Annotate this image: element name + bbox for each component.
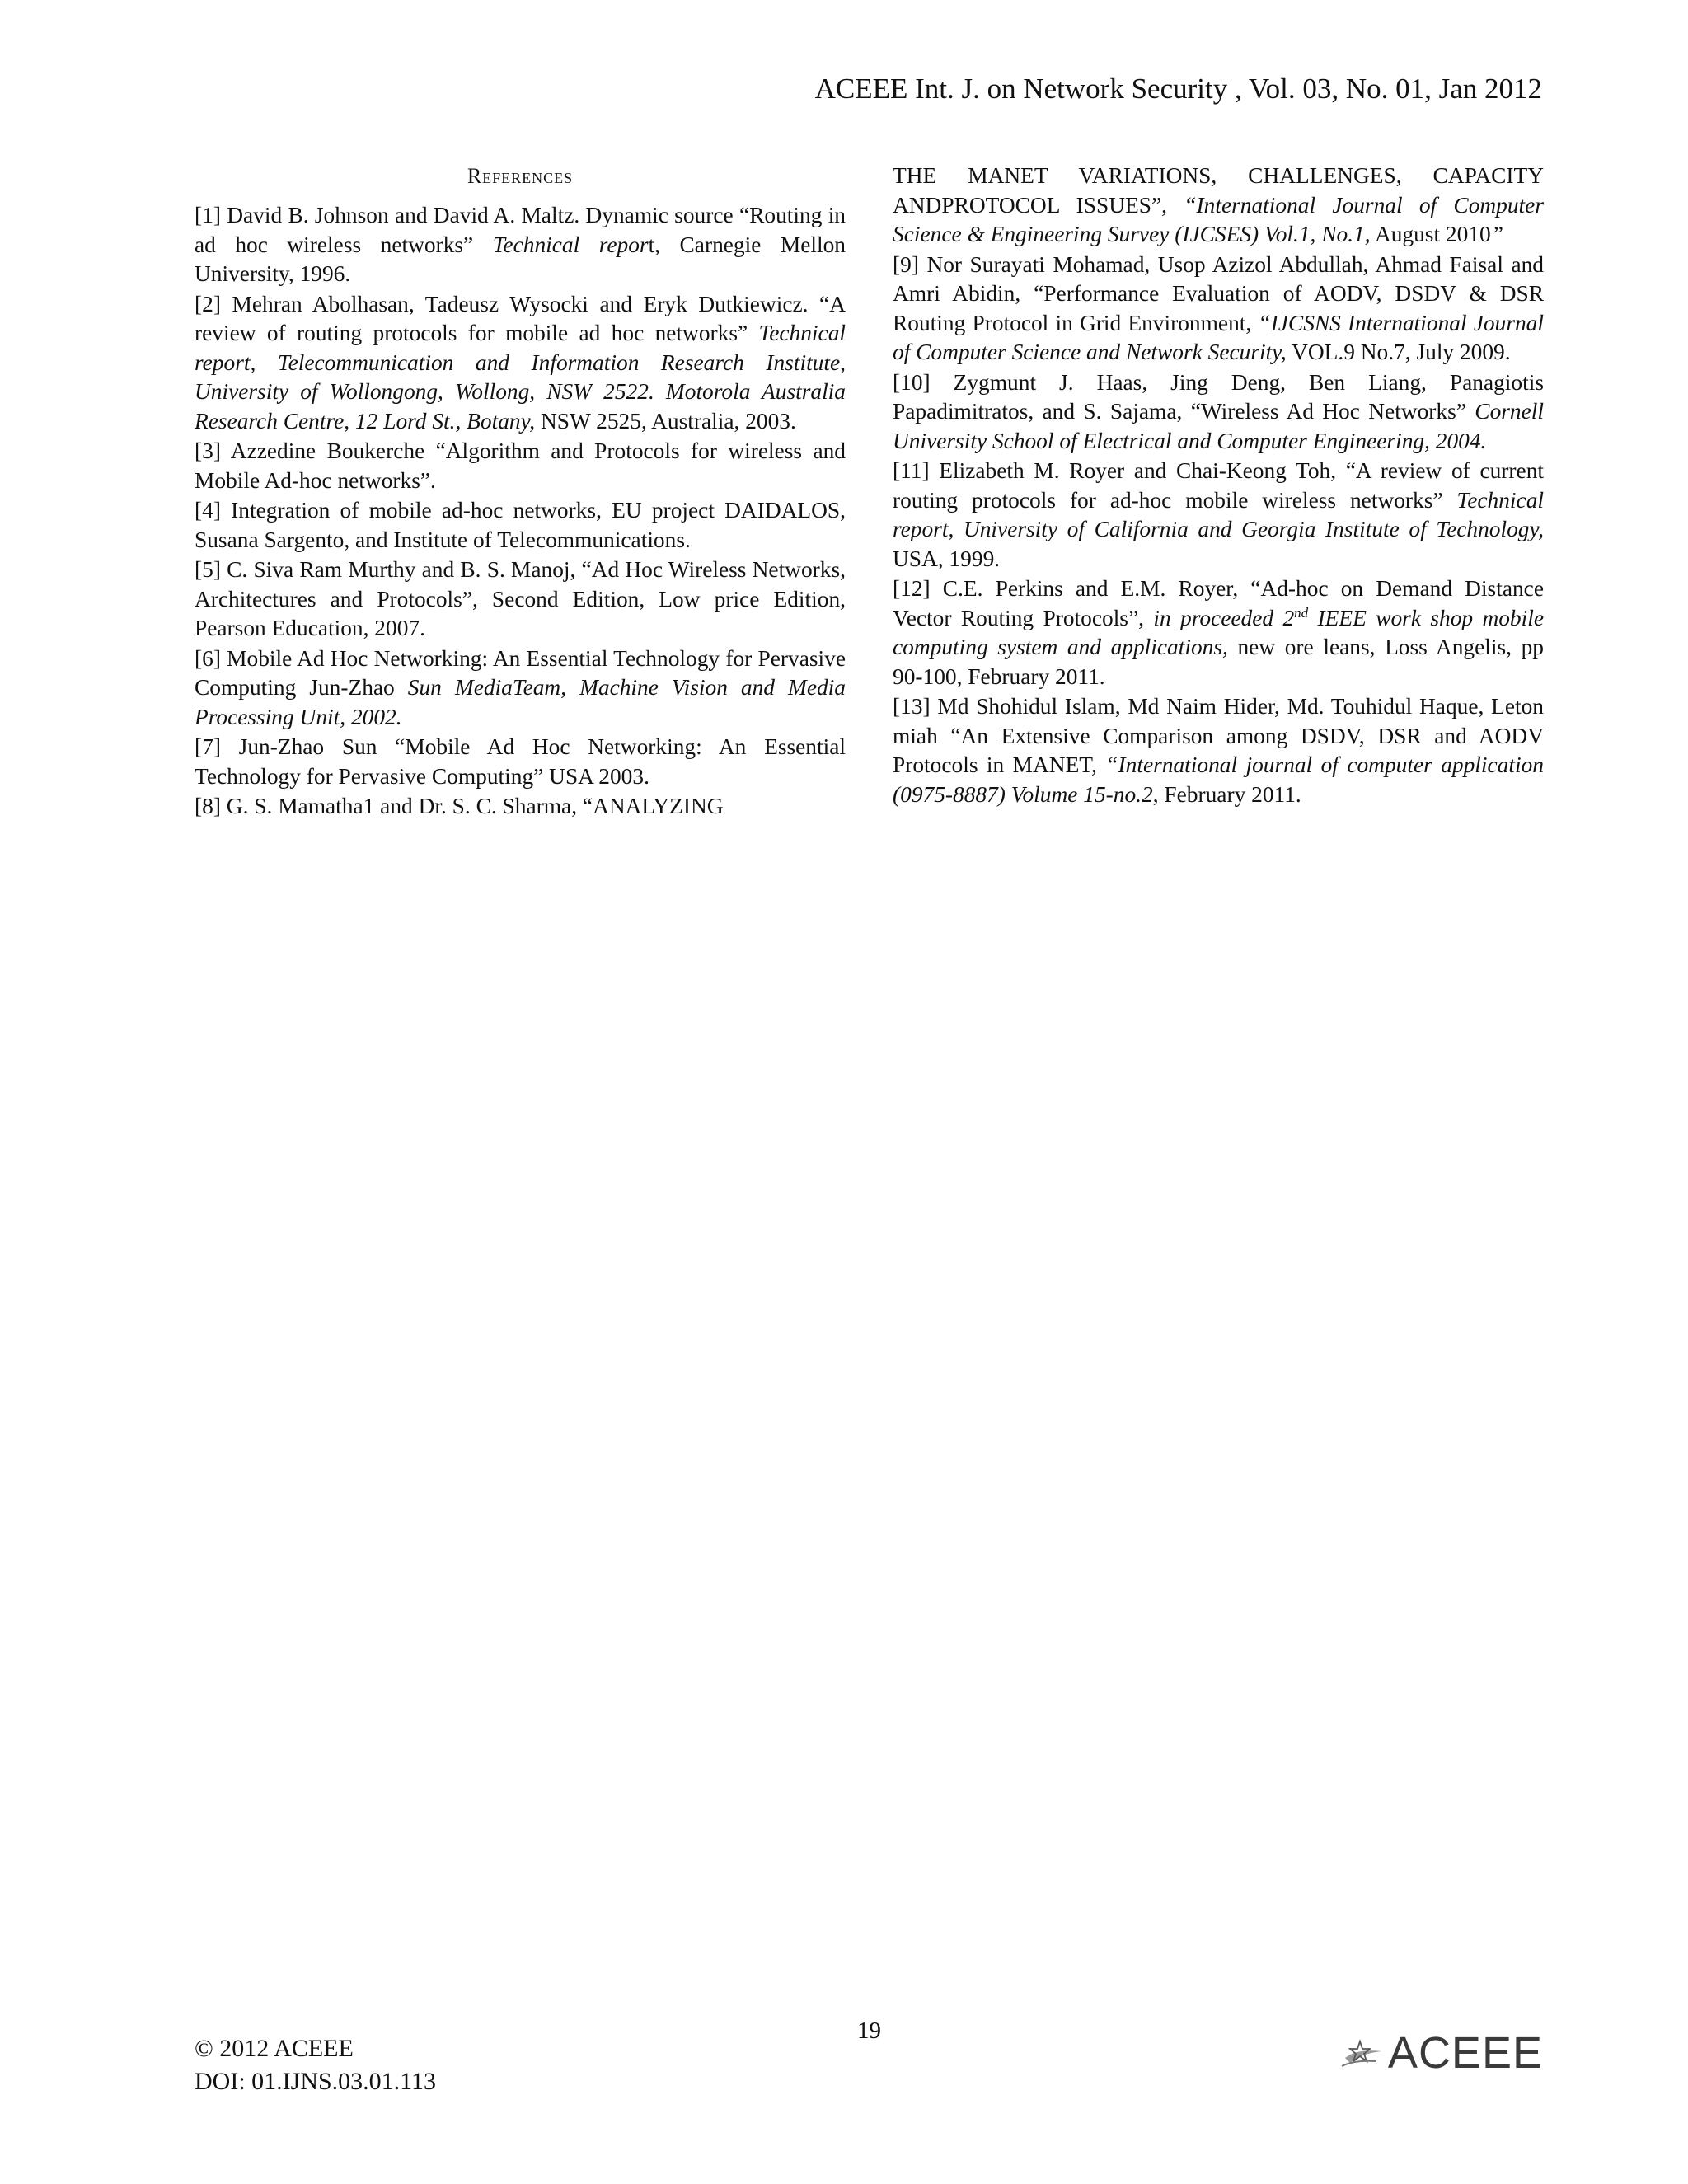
- reference-text: “IJCSNS International Journal of Computer Science and Network Security,: [893, 310, 1544, 364]
- reference-text: [4] Integration of mobile ad-hoc networks, EU project DAIDALOS, Susana Sargento, and Institute of Telecommunications.: [195, 498, 846, 552]
- reference-text: [2] Mehran Abolhasan, Tadeusz Wysocki and Eryk Dutkiewicz. “A review of routing protocols for mobile ad hoc networks”: [195, 291, 846, 345]
- reference-entry: [893, 368, 1544, 457]
- reference-text: THE MANET VARIATIONS, CHALLENGES, CAPACITY ANDPROTOCOL ISSUES”,: [893, 163, 1544, 218]
- reference-text: August 2010: [1370, 222, 1491, 246]
- reference-text: Technical repor: [492, 232, 649, 257]
- reference-entry: [195, 496, 846, 555]
- journal-header: ACEEE Int. J. on Network Security , Vol. 03, No. 01, Jan 2012: [814, 73, 1542, 105]
- page-number: 19: [857, 2018, 881, 2044]
- reference-entry: [195, 290, 846, 437]
- reference-entry: [195, 644, 846, 733]
- logo-text: ACEEE: [1387, 2028, 1543, 2078]
- reference-entry: [195, 437, 846, 495]
- reference-text: [7] Jun-Zhao Sun “Mobile Ad Hoc Networking: An Essential Technology for Pervasive Computing” USA 2003.: [195, 734, 846, 789]
- copyright-notice: © 2012 ACEEE: [195, 2035, 354, 2062]
- reference-text: “International journal of computer application (0975-8887) Volume 15-no.2: [893, 752, 1544, 807]
- star-swoosh-icon: [1340, 2033, 1385, 2073]
- reference-entry: [195, 792, 846, 822]
- reference-text: [13] Md Shohidul Islam, Md Naim Hider, Md. Touhidul Haque, Leton miah “An Extensive Comparison among DSDV, DSR and AODV Protocols in MANET,: [893, 694, 1544, 777]
- reference-entry: [893, 574, 1544, 691]
- reference-text: VOL.9 No.7, July 2009.: [1286, 340, 1511, 364]
- reference-text: Sun MediaTeam, Machine Vision and Media Processing Unit, 2002.: [195, 675, 846, 729]
- reference-text: University of Wollongong, Wollong, NSW 2522. Motorola Australia Research Centre, 12 Lord St., Botany,: [195, 379, 846, 434]
- reference-text: ”: [1490, 222, 1503, 246]
- reference-text: [5] C. Siva Ram Murthy and B. S. Manoj, “Ad Hoc Wireless Networks, Architectures and Protocols”, Second Edition, Low price Edition, Pearson Education, 2007.: [195, 557, 846, 640]
- reference-text: Cornell University School of Electrical and Computer Engineering, 2004.: [893, 399, 1544, 453]
- reference-text: ,: [840, 349, 846, 375]
- reference-entry: [893, 251, 1544, 368]
- reference-text: Technical report, Telecommunication and Information Research Institute: [195, 321, 846, 375]
- reference-text: [9] Nor Surayati Mohamad, Usop Azizol Abdullah, Ahmad Faisal and Amri Abidin, “Performance Evaluation of AODV, DSDV & DSR Routing Protocol in Grid Environment,: [893, 251, 1544, 335]
- reference-text: [10] Zygmunt J. Haas, Jing Deng, Ben Liang, Panagiotis Papadimitratos, and S. Sajama, “Wireless Ad Hoc Networks”: [893, 369, 1544, 424]
- reference-text: new ore leans, Loss Angelis, pp 90-100, February 2011.: [893, 635, 1544, 689]
- reference-text: nd: [1294, 604, 1309, 621]
- aceee-logo: [1340, 2029, 1543, 2077]
- reference-list-right: [893, 162, 1544, 809]
- reference-text: , February 2011.: [1152, 781, 1301, 807]
- reference-text: in proceeded 2: [1153, 605, 1295, 630]
- reference-text: NSW 2525, Australia, 2003.: [535, 408, 796, 434]
- reference-text: t, Carnegie Mellon University, 1996.: [195, 232, 846, 286]
- reference-text: “International Journal of Computer Science & Engineering Survey (IJCSES) Vol.1, No.1,: [893, 192, 1544, 246]
- reference-entry: [893, 692, 1544, 809]
- reference-entry: [893, 457, 1544, 574]
- reference-text: USA, 1999.: [893, 546, 1001, 571]
- reference-list-left: [195, 201, 846, 822]
- reference-text: [11] Elizabeth M. Royer and Chai-Keong Toh, “A review of current routing protocols for ad-hoc mobile wireless networks”: [893, 458, 1544, 513]
- reference-text: [12] C.E. Perkins and E.M. Royer, “Ad-hoc on Demand Distance Vector Routing Protocols”,: [893, 576, 1544, 630]
- footer-info: [195, 2032, 436, 2098]
- doi-line: DOI: 01.IJNS.03.01.113: [195, 2068, 437, 2095]
- reference-entry: [893, 162, 1544, 250]
- reference-text: Technical report, University of California and Georgia Institute of Technology,: [893, 487, 1544, 541]
- reference-text: [6] Mobile Ad Hoc Networking: An Essential Technology for Pervasive Computing Jun-Zhao: [195, 645, 846, 700]
- references-right-column: [893, 162, 1544, 810]
- reference-text: [1] David B. Johnson and David A. Maltz. Dynamic source “Routing in ad hoc wireless networks”: [195, 203, 846, 257]
- references-heading: References: [467, 164, 574, 188]
- reference-entry: [195, 201, 846, 289]
- reference-text: IEEE work shop mobile computing system and applications,: [893, 605, 1545, 659]
- reference-entry: [195, 733, 846, 791]
- references-left-column: [195, 162, 846, 823]
- reference-entry: [195, 555, 846, 644]
- reference-text: [8] G. S. Mamatha1 and Dr. S. C. Sharma, “ANALYZING: [195, 794, 724, 818]
- reference-text: [3] Azzedine Boukerche “Algorithm and Protocols for wireless and Mobile Ad-hoc networks”.: [195, 438, 846, 493]
